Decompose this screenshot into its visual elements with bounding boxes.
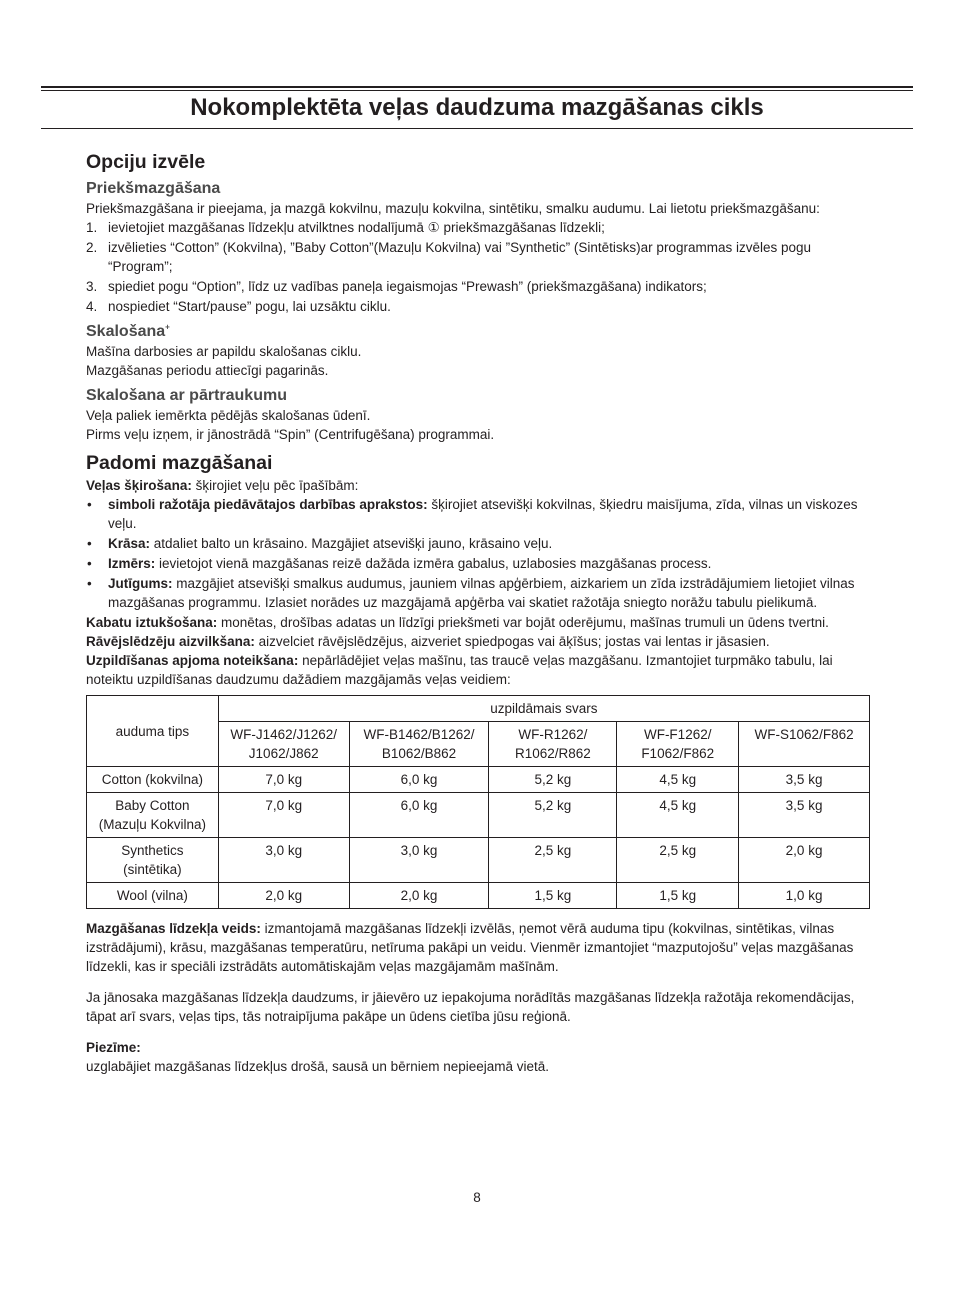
sorting-paragraph: Veļas šķirošana: šķirojiet veļu pēc īpašībām: <box>86 478 359 493</box>
sorting-bullet <box>86 495 870 533</box>
prewash-step <box>86 218 870 237</box>
rinse-line-1: Mašīna darbosies ar papildu skalošanas ciklu. <box>86 344 362 359</box>
load-weight-cell: 2,0 kg <box>739 838 870 883</box>
step-text: nospiediet “Start/pause” pogu, lai uzsāktu ciklu. <box>108 299 391 314</box>
fabric-type-cell <box>87 838 219 883</box>
table-row <box>87 767 870 793</box>
model-header-line: WF-R1262/ <box>518 727 588 742</box>
model-header-line: F1062/F862 <box>641 746 715 761</box>
fabric-type-cell <box>87 793 219 838</box>
sorting-bullet <box>86 574 870 612</box>
model-header-line: J1062/J862 <box>248 746 319 761</box>
model-header-line: R1062/R862 <box>514 746 591 761</box>
model-header <box>218 722 349 767</box>
note-label: Piezīme: <box>86 1040 141 1055</box>
load-weight-cell: 2,5 kg <box>489 838 617 883</box>
model-header <box>617 722 739 767</box>
prewash-intro: Priekšmazgāšana ir pieejama, ja mazgā kokvilnu, mazuļu kokvilna, sintētiku, smalku audumu. Lai lietotu priekšmazgāšanu: <box>86 201 820 216</box>
title-rule-top-thin <box>41 90 913 91</box>
load-weight-cell: 5,2 kg <box>489 793 617 838</box>
title-rule-top <box>41 86 913 88</box>
model-header-line: WF-F1262/ <box>643 727 712 742</box>
load-weight-cell: 2,5 kg <box>617 838 739 883</box>
options-heading: Opciju izvēle <box>86 151 206 173</box>
model-header <box>349 722 489 767</box>
step-text: ievietojiet mazgāšanas līdzekļu atvilktnes nodalījumā ① priekšmazgāšanas līdzekli; <box>108 220 605 235</box>
detergent-paragraph: Mazgāšanas līdzekļa veids: izmantojamā mazgāšanas līdzekļi izvēlās, ņemot vērā auduma tipu (kokvilnas, sintētikas, vilnas izstrādājumi), krāsu, mazgāšanas temperatūru, netīruma pakāpi un veidu. Vienmēr izmantojiet “mazputojošu” veļas mazgāšanas līdzekli, kas ir speciāli izstrādāts automātiskajām veļas mazgājamām mašīnām. <box>86 921 854 974</box>
bullet-label: Krāsa: <box>108 536 151 551</box>
load-weight-cell: 3,0 kg <box>349 838 489 883</box>
load-weight-cell: 7,0 kg <box>218 767 349 793</box>
load-weight-cell: 4,5 kg <box>617 793 739 838</box>
tips-heading: Padomi mazgāšanai <box>86 452 273 474</box>
bullet-icon: • <box>87 556 92 571</box>
bullet-label: Jutīgums: <box>108 576 173 591</box>
bullet-text: mazgājiet atsevišķi smalkus audumus, jauniem vilnas apģērbiem, aizkariem un zīda izstrādājumiem lietojiet vilnas mazgāšanas programmu. Izlasiet norādes uz mazgājamā apģērba vai skatiet ražotāja sniegto norāžu tabulu pielikumā. <box>108 576 855 610</box>
bullet-label: simboli ražotāja piedāvātajos darbības aprakstos: <box>108 497 428 512</box>
bullet-text: ievietojot vienā mazgāšanas reizē dažāda izmēra gabalus, uzlabosies mazgāšanas process. <box>155 556 712 571</box>
table-row <box>87 838 870 883</box>
fabric-type-line: Baby Cotton <box>115 798 190 813</box>
model-header-line: WF-J1462/J1262/ <box>230 727 337 742</box>
load-weight-header: uzpildāmais svars <box>218 696 869 722</box>
zippers-paragraph: Rāvējslēdzēju aizvilkšana: aizvelciet rāvējslēdzējus, aizveriet spiedpogas vai āķīšus; jostas vai lentas ir jāsasien. <box>86 634 770 649</box>
sorting-bullets-list <box>86 495 870 612</box>
table-header-row <box>87 696 870 722</box>
prewash-step <box>86 238 870 276</box>
prewash-step <box>86 297 870 316</box>
fabric-type-header: auduma tips <box>87 696 219 767</box>
rinse-hold-line-2: Pirms veļu izņem, ir jānostrādā “Spin” (Centrifugēšana) programmai. <box>86 427 495 442</box>
bullet-icon: • <box>87 536 92 551</box>
page-number: 8 <box>473 1190 481 1205</box>
step-text: spiediet pogu “Option”, līdz uz vadības paneļa iegaismojas “Prewash” (priekšmazgāšana) indikators; <box>108 279 707 294</box>
capacity-paragraph: Uzpildīšanas apjoma noteikšana: nepārlādējiet veļas mašīnu, tas traucē veļas mazgāšanu. Izmantojiet turpmāko tabulu, lai noteiktu uzpildīšanas daudzumu dažādiem mazgājamās veļas veidiem: <box>86 653 833 687</box>
bullet-icon: • <box>87 576 92 591</box>
load-weight-cell: 3,0 kg <box>218 838 349 883</box>
prewash-heading: Priekšmazgāšana <box>86 180 221 197</box>
load-weight-cell: 6,0 kg <box>349 767 489 793</box>
title-rule-bottom <box>41 128 913 129</box>
bullet-text: šķirojiet atsevišķi kokvilnas, šķiedru maisījuma, zīda, vilnas un viskozes veļu. <box>108 497 858 531</box>
rinse-hold-heading: Skalošana ar pārtraukumu <box>86 387 287 404</box>
prewash-steps-list <box>86 218 870 316</box>
load-weight-cell: 3,5 kg <box>739 767 870 793</box>
fabric-type-line: Cotton (kokvilna) <box>101 772 204 787</box>
model-header-line: B1062/B862 <box>381 746 457 761</box>
fabric-type-line: Synthetics <box>121 843 184 858</box>
model-header <box>739 722 870 767</box>
load-weight-cell: 6,0 kg <box>349 793 489 838</box>
prewash-step <box>86 277 870 296</box>
rinse-line-2: Mazgāšanas periodu attiecīgi pagarinās. <box>86 363 329 378</box>
pockets-paragraph: Kabatu iztukšošana: monētas, drošības adatas un līdzīgi priekšmeti var bojāt oderējumu, mašīnas trumuli un ūdens tvertni. <box>86 615 829 630</box>
table-row <box>87 883 870 909</box>
model-header-line: WF-S1062/F862 <box>754 727 854 742</box>
step-number: 4. <box>86 299 98 314</box>
load-weight-cell: 5,2 kg <box>489 767 617 793</box>
load-weight-cell: 4,5 kg <box>617 767 739 793</box>
sorting-bullet <box>86 534 870 553</box>
fabric-type-line: Wool (vilna) <box>116 888 188 903</box>
fabric-type-cell <box>87 883 219 909</box>
step-number: 1. <box>86 220 98 235</box>
load-weight-cell: 3,5 kg <box>739 793 870 838</box>
bullet-icon: • <box>87 497 92 512</box>
step-number: 3. <box>86 279 98 294</box>
note-text: uzglabājiet mazgāšanas līdzekļus drošā, sausā un bērniem nepieejamā vietā. <box>86 1059 550 1074</box>
sorting-bullet <box>86 554 870 573</box>
bullet-text: atdaliet balto un krāsaino. Mazgājiet atsevišķi jauno, krāsaino veļu. <box>150 536 553 551</box>
page-content <box>86 149 870 1076</box>
load-weight-cell: 1,5 kg <box>489 883 617 909</box>
load-capacity-table <box>86 695 870 909</box>
model-header <box>489 722 617 767</box>
load-weight-cell: 7,0 kg <box>218 793 349 838</box>
table-row <box>87 793 870 838</box>
rinse-heading: Skalošana+ <box>86 322 170 340</box>
rinse-hold-line-1: Veļa paliek iemērkta pēdējās skalošanas ūdenī. <box>86 408 371 423</box>
page-title: Nokomplektēta veļas daudzuma mazgāšanas cikls <box>190 94 764 121</box>
fabric-type-line: (Mazuļu Kokvilna) <box>98 817 207 832</box>
model-header-line: WF-B1462/B1262/ <box>363 727 475 742</box>
step-text: izvēlieties “Cotton” (Kokvilna), ”Baby Cotton”(Mazuļu Kokvilna) vai ”Synthetic” (Sintētisks)ar programmas izvēles pogu “Program”; <box>108 240 812 274</box>
load-weight-cell: 1,5 kg <box>617 883 739 909</box>
load-weight-cell: 2,0 kg <box>218 883 349 909</box>
fabric-type-cell <box>87 767 219 793</box>
fabric-type-line: (sintētika) <box>123 862 182 877</box>
load-weight-cell: 2,0 kg <box>349 883 489 909</box>
bullet-label: Izmērs: <box>108 556 156 571</box>
step-number: 2. <box>86 240 98 255</box>
dosage-paragraph: Ja jānosaka mazgāšanas līdzekļa daudzums, ir jāievēro uz iepakojuma norādītās mazgāšanas līdzekļa ražotāja rekomendācijas, tāpat arī svars, veļas tips, tās notraipījuma pakāpe un ūdens cietība jūsu reģionā. <box>86 990 855 1024</box>
load-weight-cell: 1,0 kg <box>739 883 870 909</box>
